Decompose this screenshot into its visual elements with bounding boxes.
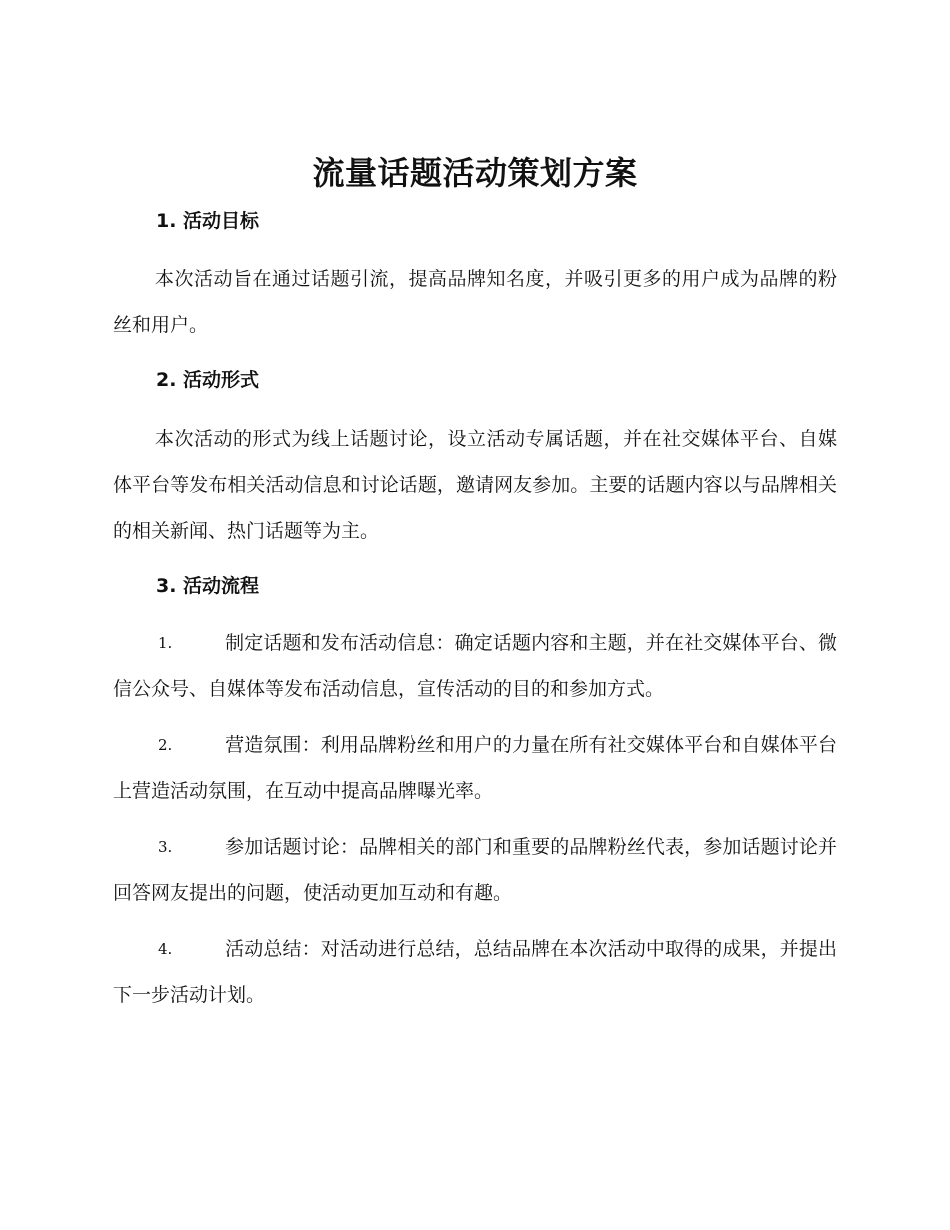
section-heading-process: 3. 活动流程 [156,575,260,597]
document-title: 流量话题活动策划方案 [312,154,638,192]
list-item-number: 4. [158,940,173,958]
section-heading-format: 2. 活动形式 [156,369,260,391]
list-item-text: 制定话题和发布活动信息：确定话题内容和主题，并在社交媒体平台、微信公众号、自媒体等发布活动信息，宣传活动的目的和参加方式。 [113,632,837,700]
list-item-text: 参加话题讨论：品牌相关的部门和重要的品牌粉丝代表，参加话题讨论并回答网友提出的问题，使活动更加互动和有趣。 [113,836,837,904]
section-heading-goal: 1. 活动目标 [156,210,260,232]
list-item-number: 3. [158,838,173,856]
section-paragraph-goal: 本次活动旨在通过话题引流，提高品牌知名度，并吸引更多的用户成为品牌的粉丝和用户。 [113,268,837,336]
list-item [113,926,837,1018]
list-item [113,620,837,712]
list-item [113,824,837,916]
list-item-number: 1. [158,634,173,652]
section-paragraph-format: 本次活动的形式为线上话题讨论，设立活动专属话题，并在社交媒体平台、自媒体平台等发布相关活动信息和讨论话题，邀请网友参加。主要的话题内容以与品牌相关的相关新闻、热门话题等为主。 [113,428,837,542]
list-item-number: 2. [158,736,173,754]
list-item-text: 营造氛围：利用品牌粉丝和用户的力量在所有社交媒体平台和自媒体平台上营造活动氛围，在互动中提高品牌曝光率。 [113,734,837,802]
list-item [113,722,837,814]
list-item-text: 活动总结：对活动进行总结，总结品牌在本次活动中取得的成果，并提出下一步活动计划。 [113,938,837,1006]
